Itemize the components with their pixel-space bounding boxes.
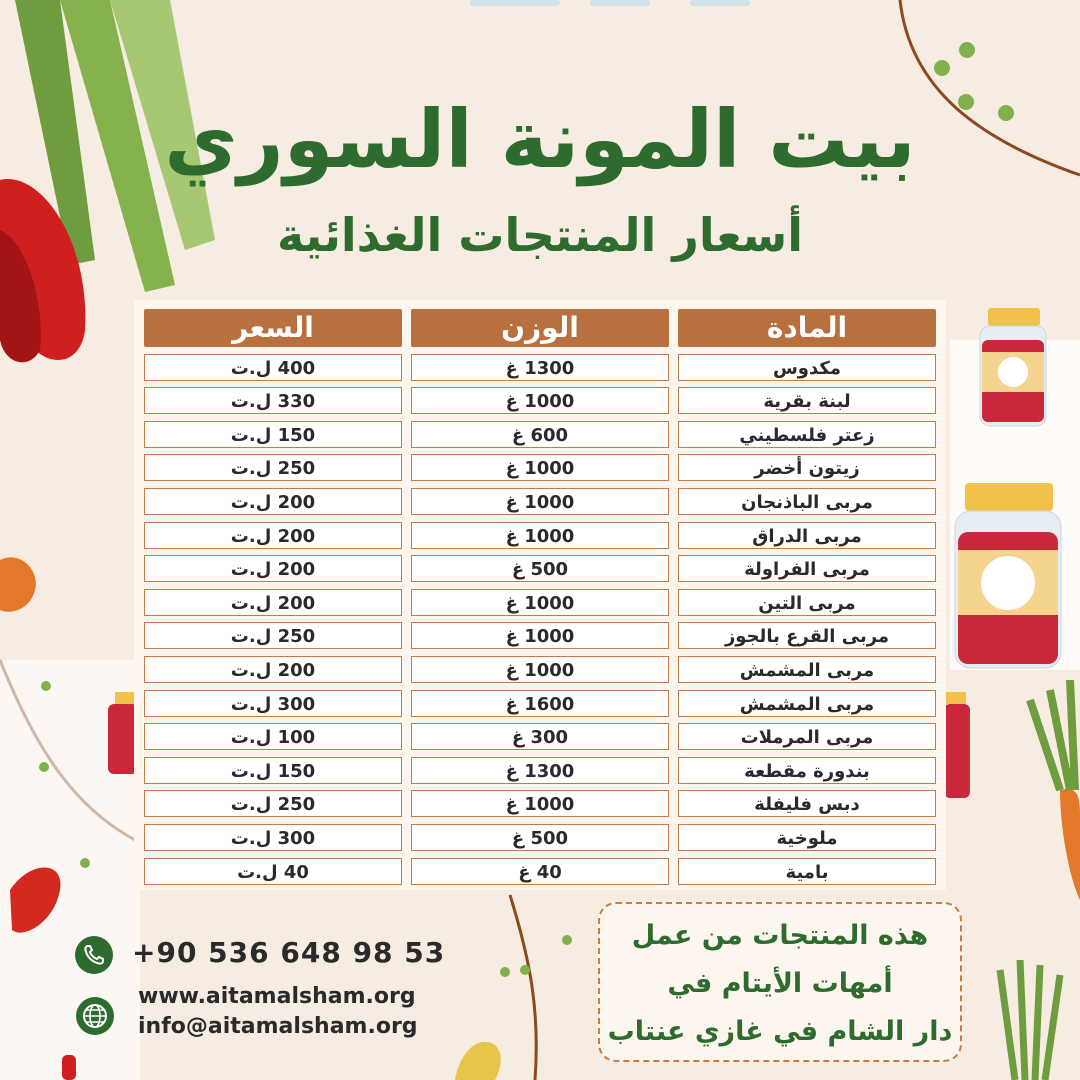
weight-cell: 1000 غ [411,622,669,649]
email-link[interactable]: info@aitamalsham.org [138,1014,418,1039]
weight-column-header: الوزن [411,309,669,347]
item-cell: مربى المشمش [678,690,936,717]
item-cell: مربى التين [678,589,936,616]
price-cell: 200 ل.ت [144,488,402,515]
item-cell: مربى الفراولة [678,555,936,582]
price-cell: 200 ل.ت [144,522,402,549]
note-line: أمهات الأيتام في [667,968,893,999]
weight-cell: 300 غ [411,723,669,750]
price-cell: 250 ل.ت [144,790,402,817]
price-column [144,309,402,885]
globe-icon [76,997,114,1035]
price-cell: 40 ل.ت [144,858,402,885]
price-cell: 300 ل.ت [144,690,402,717]
weight-column [411,309,669,885]
item-cell: مربى القرع بالجوز [678,622,936,649]
weight-cell: 1600 غ [411,690,669,717]
website-link[interactable]: www.aitamalsham.org [138,984,416,1009]
item-cell: مربى الدراق [678,522,936,549]
item-column-header: المادة [678,309,936,347]
price-cell: 200 ل.ت [144,555,402,582]
item-cell: لبنة بقرية [678,387,936,414]
price-cell: 200 ل.ت [144,589,402,616]
weight-cell: 1300 غ [411,757,669,784]
weight-cell: 1000 غ [411,454,669,481]
page-title: بيت المونة السوري [164,93,916,186]
item-cell: ملوخية [678,824,936,851]
weight-cell: 1000 غ [411,656,669,683]
price-cell: 150 ل.ت [144,757,402,784]
item-cell: مربى الباذنجان [678,488,936,515]
item-cell: زيتون أخضر [678,454,936,481]
weight-cell: 1000 غ [411,589,669,616]
item-cell: مربى المرملات [678,723,936,750]
item-cell: بامية [678,858,936,885]
weight-cell: 500 غ [411,555,669,582]
item-cell: مربى المشمش [678,656,936,683]
note-line: هذه المنتجات من عمل [631,920,929,951]
weight-cell: 1000 غ [411,488,669,515]
price-cell: 330 ل.ت [144,387,402,414]
phone-number[interactable]: +90 536 648 98 53 [132,936,446,969]
item-cell: زعتر فلسطيني [678,421,936,448]
phone-icon [75,936,113,974]
weight-cell: 1000 غ [411,387,669,414]
note-box [598,902,962,1062]
weight-cell: 1000 غ [411,522,669,549]
item-column [678,309,936,885]
weight-cell: 40 غ [411,858,669,885]
item-cell: مكدوس [678,354,936,381]
price-cell: 400 ل.ت [144,354,402,381]
price-cell: 300 ل.ت [144,824,402,851]
price-cell: 250 ل.ت [144,454,402,481]
weight-cell: 500 غ [411,824,669,851]
weight-cell: 1300 غ [411,354,669,381]
price-column-header: السعر [144,309,402,347]
page-subtitle: أسعار المنتجات الغذائية [276,208,804,262]
price-cell: 250 ل.ت [144,622,402,649]
item-cell: دبس فليفلة [678,790,936,817]
note-line: دار الشام في غازي عنتاب [607,1016,953,1047]
price-cell: 200 ل.ت [144,656,402,683]
weight-cell: 1000 غ [411,790,669,817]
weight-cell: 600 غ [411,421,669,448]
item-cell: بندورة مقطعة [678,757,936,784]
price-cell: 100 ل.ت [144,723,402,750]
price-cell: 150 ل.ت [144,421,402,448]
